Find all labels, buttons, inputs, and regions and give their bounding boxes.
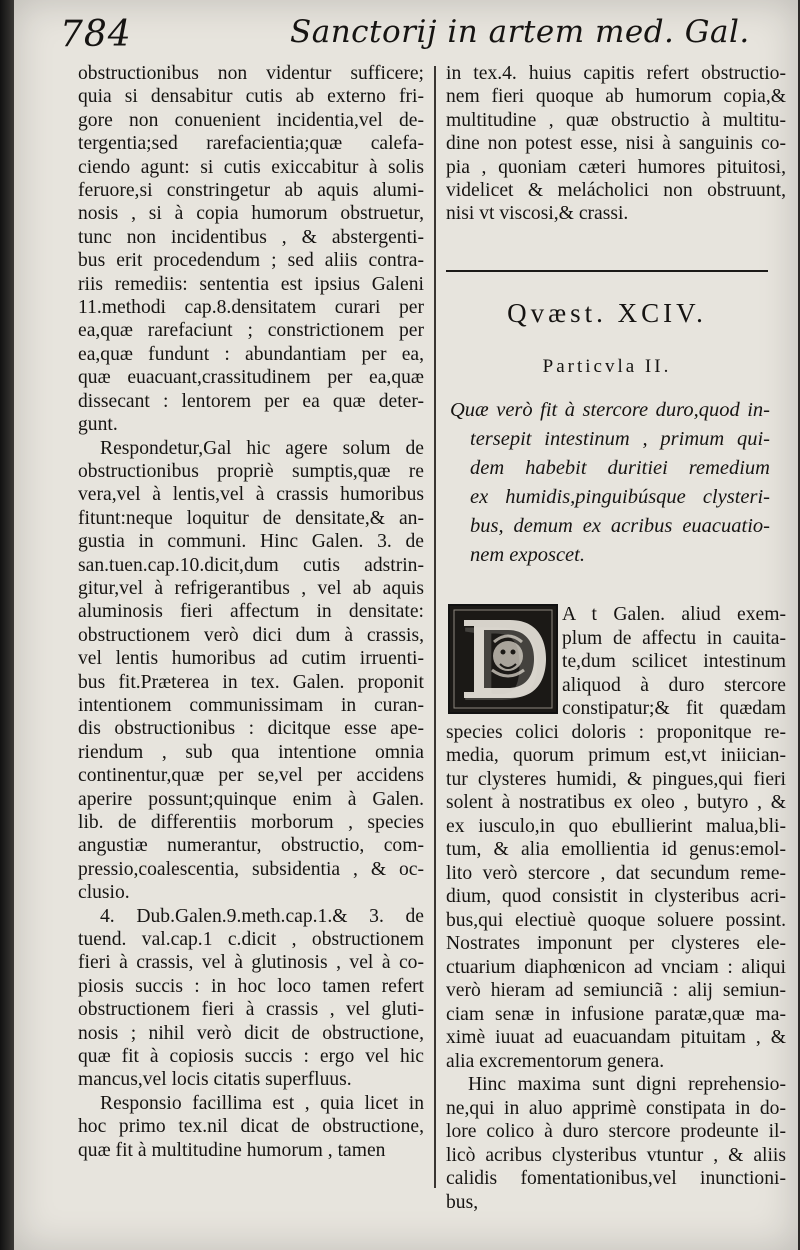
text-line: ciendo agunt: si cutis exiccabitur à solis (78, 156, 424, 178)
text-line: bus, (446, 1191, 479, 1213)
text-line: obstructionibus propriè sumptis,quæ re (78, 460, 424, 482)
question-title: Qvæst. XCIV. (507, 298, 707, 328)
text-line: in tex.4. huius capitis refert obstructio- (446, 63, 786, 84)
text-line: pia , quoniam cæteri humores pituitosi, (446, 156, 786, 178)
summary-line: tersepit intestinum , primum qui- (470, 428, 770, 450)
text-line: obstructionem verò dici dum à crassis, (78, 624, 424, 646)
text-line: bus,qui electiuè quoque soluere possint. (446, 909, 786, 931)
text-line: aliquod à duro stercore (562, 674, 786, 696)
text-line: videlicet & melácholici non obstruunt, (446, 180, 786, 202)
question-summary (450, 396, 770, 570)
text-line: ne,qui in aluo apprimè constipata in do- (446, 1097, 786, 1119)
text-line: licò acribus clysteribus vtuntur , & aliis (446, 1144, 786, 1166)
particula-heading: Particvla II. (542, 356, 672, 377)
text-line: ctuarium diaphœnicon ad vnciam : aliqui (446, 956, 786, 978)
text-line: aperire possunt;quinque enim à Galen. (78, 788, 424, 810)
text-line: dis obstructionibus : dicitque esse ape- (78, 718, 424, 740)
text-line: quæ euacuant,crassitudinem per ea,quæ (78, 367, 424, 389)
text-line: Nostrates imponunt per clysteres ele- (446, 933, 786, 954)
text-line: dissecant : lentorem per ea quæ deter- (78, 390, 424, 412)
text-line: Respondetur,Gal hic agere solum de (100, 437, 424, 459)
text-line: riis remediis: sententia est ipsius Galeni (78, 273, 424, 295)
text-line: riendum , sub qua intentione omnia (78, 741, 424, 763)
section-divider-rule (446, 270, 768, 272)
text-line: gitur,vel à refrigerantibus , vel ab aquis (78, 577, 424, 599)
text-line: nosis ; nihil verò dicit de obstructione, (78, 1022, 424, 1044)
text-line: tur clysteres humidi, & pingues,qui fieri (446, 768, 786, 790)
right-column-top (446, 62, 786, 226)
page-edge-shadow (0, 0, 14, 1250)
text-line: tuend. val.cap.1 c.dicit , obstructionem (78, 929, 424, 951)
summary-line: dem habebit duritiei remedium (470, 457, 770, 479)
text-line: gustia in communi. Hinc Galen. 3. de (78, 531, 424, 553)
text-line: obstructionem fieri à crassis , vel gluti- (78, 999, 424, 1021)
text-line: constipatur;& fit quædam (562, 698, 786, 719)
text-line: ea,quæ fundunt : abundantiam per ea, (78, 343, 424, 365)
text-line: quia si densabitur cutis ab externo fri- (78, 86, 424, 108)
summary-line: nem exposcet. (470, 544, 585, 566)
text-line: feruore,si constringetur ab aquis alumi- (78, 180, 424, 202)
text-line: piosis succis : in hoc loco tamen refert (78, 975, 424, 997)
text-line: bus erit procedendum ; sed aliis contra- (78, 250, 424, 272)
text-line: bus fit.Præterea in tex. Galen. proponit (78, 671, 424, 693)
text-line: pressio,coalescentia, subsidentia , & oc- (78, 858, 424, 880)
text-line: tergentia;sed rarefacientia;quæ calefa- (78, 133, 424, 155)
text-line: Responsio facillima est , quia licet in (100, 1092, 424, 1114)
text-line: nosis , si à copia humorum obstruetur, (78, 203, 424, 225)
text-line: gunt. (78, 414, 118, 436)
text-line: lore colico à duro stercore prodeunte il- (446, 1121, 786, 1142)
text-line: verò hieram ad semiunciã : alij semiun- (446, 980, 786, 1001)
text-line: continentur,quæ per se,vel per accidens (78, 765, 424, 787)
text-line: vel lentis humoribus ad cutim irruenti- (78, 648, 424, 670)
text-line: multitudine , quæ obstructio à multitu- (446, 109, 786, 131)
column-divider (434, 66, 436, 1188)
page-number: 784 (60, 14, 132, 55)
text-line: hoc primo tex.nil dicat de obstructione, (78, 1116, 424, 1138)
book-page (14, 0, 798, 1250)
text-line: quæ fit à multitudine humorum , tamen (78, 1139, 386, 1161)
text-line: plum de affectu in cauita- (562, 627, 786, 649)
text-line: tum, & alia emollientia id genus:emol- (446, 839, 786, 860)
text-line: ciam senæ in infusione paratæ,quæ ma- (446, 1003, 786, 1025)
text-line: lito verò stercore , dat secundum reme- (446, 862, 786, 884)
text-line: tunc non incidentibus , & abstergenti- (78, 226, 424, 248)
right-body-text (446, 721, 786, 1215)
text-line: ea,quæ rarefaciunt ; constrictionem per (78, 320, 424, 342)
text-line: clusio. (78, 882, 130, 904)
right-column-body (446, 603, 786, 1214)
text-line: te,dum scilicet intestinum (562, 651, 786, 672)
text-line: species colici doloris : proponitque re- (446, 721, 786, 743)
text-line: vera,vel à lentis,vel à crassis humoribus (78, 484, 424, 506)
text-line: fieri à crassis, vel à glutinosis , vel à co- (78, 952, 424, 974)
summary-line: bus, demum ex acribus euacuatio- (470, 515, 770, 537)
left-column (78, 62, 424, 1162)
wrapped-text-beside-initial (446, 603, 786, 721)
summary-line: Quæ verò fit à stercore duro,quod in- (450, 399, 770, 421)
text-line: alia excrementorum genera. (446, 1050, 665, 1072)
text-line: Hinc maxima sunt digni reprehensio- (468, 1074, 786, 1095)
text-line: calidis fomentationibus,vel inunctioni- (446, 1168, 786, 1189)
text-line: 11.methodi cap.8.densitatem curari per (78, 297, 424, 319)
text-line: nisi vt viscosi,& crassi. (446, 203, 629, 225)
text-line: lib. de differentiis morborum , species (78, 812, 424, 833)
text-line: san.tuen.cap.10.dicit,dum cutis adstrin- (78, 554, 424, 576)
text-line: nem fieri quoque ab humorum copia,& (446, 86, 786, 108)
text-line: obstructionibus non videntur sufficere; (78, 63, 424, 84)
text-line: solent à nostratibus ex oleo , butyro , & (446, 792, 786, 813)
text-line: intentionem communissimam in curan- (78, 694, 424, 716)
summary-line: ex humidis,pinguibúsque clysteri- (470, 486, 770, 508)
text-line: A t Galen. aliud exem- (562, 604, 786, 625)
text-line: 4. Dub.Galen.9.meth.cap.1.& 3. de (100, 905, 424, 927)
page-header (60, 8, 758, 60)
text-line: gore non conuenient incidentia,vel de- (78, 109, 424, 131)
text-line: fitunt:neque loquitur de densitate,& an- (78, 507, 424, 529)
text-line: angustiæ numerantur, obstructio, com- (78, 835, 424, 857)
text-line: media, quorum primum est,vt iniician- (446, 745, 786, 766)
running-title: Sanctorij in artem med. Gal. (290, 14, 750, 50)
text-line: mancus,vel locis citatis superfluus. (78, 1069, 352, 1091)
text-line: quæ fit à copiosis succis : ergo vel hic (78, 1046, 424, 1068)
text-line: dium, quod consistit in clysteribus acri- (446, 886, 786, 907)
text-line: ximè iuuat ad euacuandam pituitam , & (446, 1027, 786, 1048)
text-line: dine non potest esse, nisi à sanguinis co- (446, 133, 786, 155)
drop-cap-letter: D (463, 602, 543, 724)
text-line: aluminosis fieri affectum in densitate: (78, 601, 424, 623)
text-line: ex iusculo,in quo ebullierint malua,bli- (446, 815, 786, 837)
